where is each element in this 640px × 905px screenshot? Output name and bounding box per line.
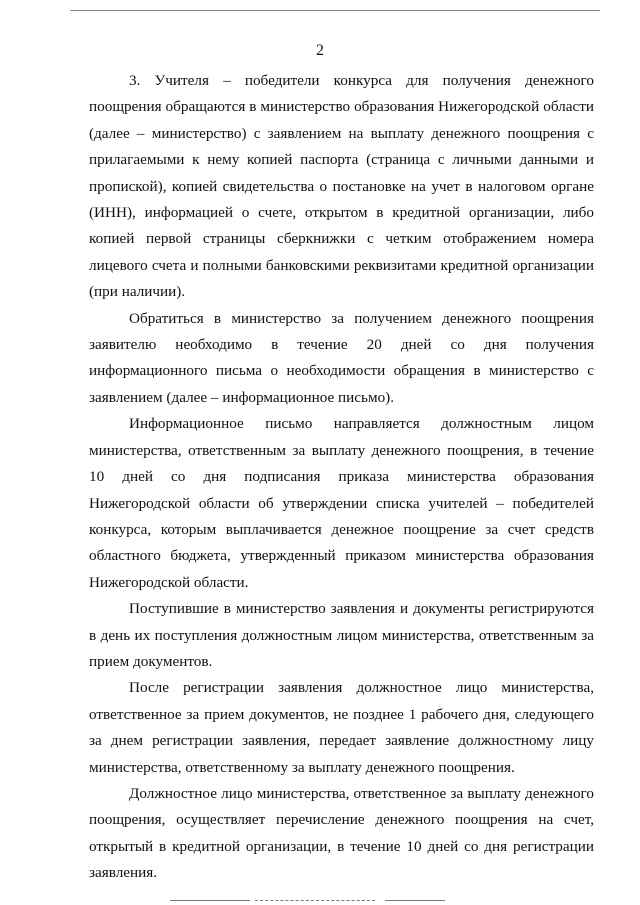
paragraph-application-deadline: Обратиться в министерство за получением денежного поощрения заявителю необходимо в течение 20 дней со дня получения информационного письма о необходимости обращения в министерство с заявлением (далее – информационное письмо). [89, 309, 594, 406]
top-rule [70, 10, 600, 11]
paragraph-clause-3: 3. Учителя – победители конкурса для получения денежного поощрения обращаются в министерство образования Нижегородской области (далее – министерство) с заявлением на выплату денежного поощрения с прилагаемыми к нему копией паспорта (страница с личными данными и пропиской), копией свидетельства о постановке на учет в налоговом органе (ИНН), информацией о счете, открытом в кредитной организации, либо копией первой страницы сберкнижки с четким отображением номера лицевого счета и полными банковскими реквизитами кредитной организации (при наличии). [89, 72, 594, 301]
page-number: 2 [316, 42, 324, 59]
bottom-rule [170, 900, 250, 901]
paragraph-information-letter: Информационное письмо направляется должностным лицом министерства, ответственным за выплату денежного поощрения, в течение 10 дней со дня подписания приказа министерства образования Нижегородской области об утверждении списка учителей – победителей конкурса, которым выплачивается денежное поощрение за счет средств областного бюджета, утвержденный приказом министерства образования Нижегородской области. [89, 415, 594, 591]
bottom-rule [385, 900, 445, 901]
paragraph-registration: Поступившие в министерство заявления и документы регистрируются в день их поступления должностным лицом министерства, ответственным за прием документов. [89, 600, 594, 670]
paragraph-transfer: После регистрации заявления должностное лицо министерства, ответственное за прием документов, не позднее 1 рабочего дня, следующего за днем регистрации заявления, передает заявление должностному лицу министерства, ответственному за выплату денежного поощрения. [89, 679, 594, 776]
bottom-rule [255, 900, 375, 901]
document-body [89, 68, 594, 887]
paragraph-payment: Должностное лицо министерства, ответственное за выплату денежного поощрения, осуществляет перечисление денежного поощрения на счет, открытый в кредитной организации, в течение 10 дней со дня регистрации заявления. [89, 784, 594, 882]
